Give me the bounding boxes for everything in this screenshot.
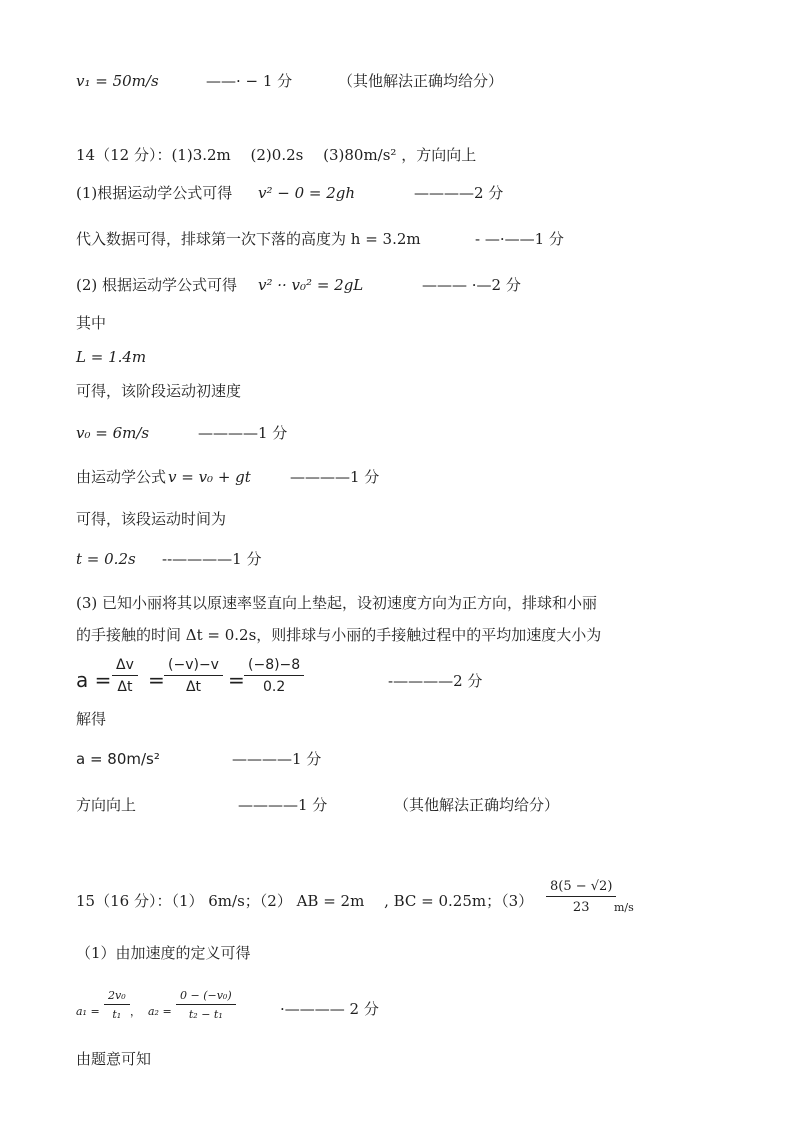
equals-sign: = [228,668,245,692]
q14-step1-text: (1)根据运动学公式可得 [76,184,233,202]
v1-result: v₁ = 50m/s [76,72,159,90]
q14-initial-speed-value: v₀ = 6m/s [76,424,150,442]
q14-step2-text: (2) 根据运动学公式可得 [76,276,238,294]
score-dash: ————1 分 [238,796,328,814]
a2-symbol: a₂ = [148,1005,172,1018]
q14-step2-equation: v² ·· v₀² = 2gL [258,276,364,294]
equals-sign: = [148,668,165,692]
q15-step1-text: （1）由加速度的定义可得 [76,944,251,962]
fraction-denominator: Δt [185,679,202,695]
fraction-numeric [244,658,304,694]
speed-unit: m/s [614,901,634,914]
fraction-numerator: (−v)−v [164,658,223,676]
fraction-a1 [104,990,130,1020]
q14-solve-label: 解得 [76,710,107,728]
q14-initial-speed-text: 可得，该阶段运动初速度 [76,382,242,400]
fraction-numerator: 2v₀ [104,990,130,1005]
fraction-denominator: t₂ − t₁ [188,1008,223,1021]
q14-kinematics-text: 由运动学公式 [76,468,167,486]
fraction-numerator: Δv [112,658,138,676]
fraction-numerator: (−8)−8 [244,658,304,676]
fraction-denominator: 23 [572,900,590,915]
q15-given-text: 由题意可知 [76,1050,152,1068]
q14-time-text: 可得，该段运动时间为 [76,510,227,528]
score-dash: ——— ·—2 分 [422,276,521,294]
q14-step3-text: (3) 已知小丽将其以原速率竖直向上垫起，设初速度方向为正方向，排球和小丽 [76,594,598,612]
fraction-numerator: 8(5 − √2) [546,880,616,897]
fraction-denominator: Δt [117,679,133,695]
a1-symbol: a₁ = [76,1005,100,1018]
q14-length-value: L = 1.4m [76,348,147,366]
q14-direction: 方向向上 [76,796,137,814]
fraction-speed-answer [546,880,616,914]
score-dash: ·———— 2 分 [280,1000,379,1018]
score-dash: ————2 分 [414,184,504,202]
q14-step3-text-cont: 的手接触的时间 Δt = 0.2s，则排球与小丽的手接触过程中的平均加速度大小为 [76,626,602,644]
q14-where-label: 其中 [76,314,107,332]
fraction-denominator: t₁ [112,1008,122,1021]
fraction-a2 [176,990,236,1020]
score-dash: ————1 分 [290,468,380,486]
fraction-denominator: 0.2 [262,679,286,695]
q14-answer-summary: 14（12 分）：(1)3.2m (2)0.2s (3)80m/s² ，方向向上 [76,146,477,164]
score-dash: ————1 分 [232,750,322,768]
acceleration-symbol: a = [76,668,112,692]
q14-step1-result: 代入数据可得，排球第一次下落的高度为 h = 3.2m [76,230,421,248]
fraction-dv-dt [112,658,138,694]
other-solutions-note: （其他解法正确均给分） [394,796,560,814]
q14-kinematics-equation: v = v₀ + gt [168,468,251,486]
fraction-numerator: 0 − (−v₀) [176,990,236,1005]
q14-acceleration-result: a = 80m/s² [76,750,160,768]
q14-step1-equation: v² − 0 = 2gh [258,184,356,202]
other-solutions-note: （其他解法正确均给分） [338,72,504,90]
comma: ， [130,1005,141,1018]
score-dash: -————2 分 [388,672,483,690]
score-dash: --————1 分 [162,550,262,568]
q14-time-value: t = 0.2s [76,550,136,568]
score-dash: - —·——1 分 [475,230,564,248]
score-dash: ————1 分 [198,424,288,442]
score-dash: ——· − 1 分 [206,72,293,90]
q15-answer-summary: 15（16 分）：（1） 6m/s；（2） AB = 2m , BC = 0.25m；（3） [76,892,534,910]
fraction-velocity-change [164,658,223,694]
